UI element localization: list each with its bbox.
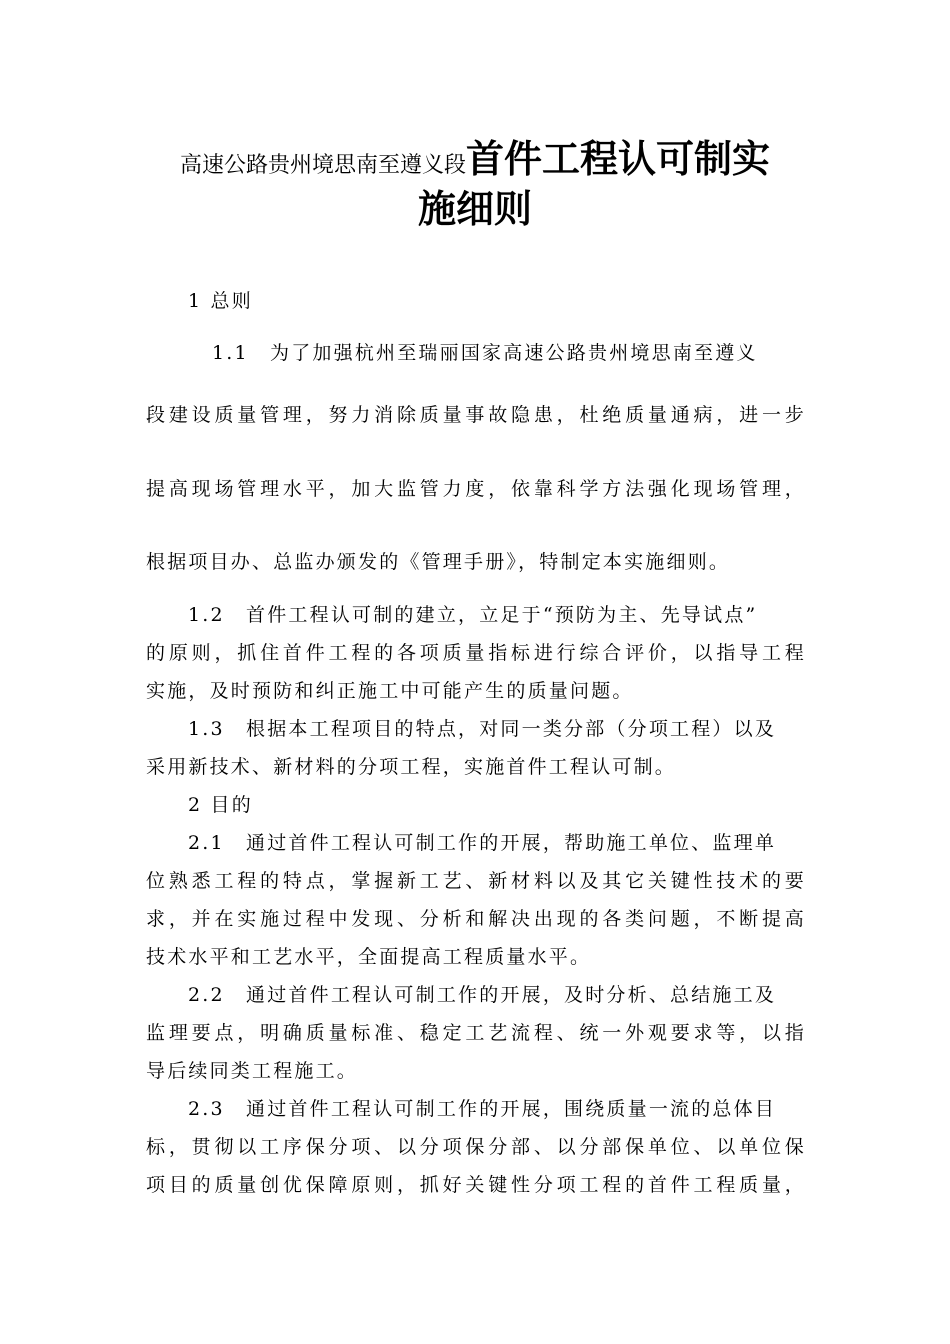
paragraph-line: 2.2 通过首件工程认可制工作的开展，及时分析、总结施工及: [188, 984, 777, 1006]
paragraph-line: 求，并在实施过程中发现、分析和解决出现的各类问题，不断提高: [146, 908, 806, 930]
paragraph-line: 导后续同类工程施工。: [146, 1060, 359, 1082]
section-heading-1: 1 总则: [188, 290, 253, 312]
paragraph-line: 采用新技术、新材料的分项工程，实施首件工程认可制。: [146, 756, 677, 778]
paragraph-line: 根据项目办、总监办颁发的《管理手册》，特制定本实施细则。: [146, 551, 731, 573]
paragraph-line: 项目的质量创优保障原则，抓好关键性分项工程的首件工程质量，: [146, 1174, 806, 1196]
paragraph-line: 监理要点，明确质量标准、稳定工艺流程、统一外观要求等，以指: [146, 1022, 806, 1044]
paragraph-line: 位熟悉工程的特点，掌握新工艺、新材料以及其它关键性技术的要: [146, 870, 806, 892]
document-title-line-1: [0, 128, 950, 183]
title-main-part-2: 施细则: [417, 187, 532, 231]
paragraph-line: 1.2 首件工程认可制的建立，立足于“预防为主、先导试点”: [188, 604, 758, 626]
section-heading-2: 2 目的: [188, 794, 253, 816]
paragraph-line: 2.3 通过首件工程认可制工作的开展，围绕质量一流的总体目: [188, 1098, 777, 1120]
paragraph-line: 标，贯彻以工序保分项、以分项保分部、以分部保单位、以单位保: [146, 1136, 806, 1158]
title-prefix: 高速公路贵州境思南至遵义段: [179, 153, 466, 178]
paragraph-line: 1.3 根据本工程项目的特点，对同一类分部（分项工程）以及: [188, 718, 777, 740]
paragraph-line: 技术水平和工艺水平，全面提高工程质量水平。: [146, 946, 592, 968]
paragraph-line: 的原则，抓住首件工程的各项质量指标进行综合评价，以指导工程: [146, 642, 806, 664]
title-main-part-1: 首件工程认可制实: [466, 137, 771, 181]
paragraph-line: 提高现场管理水平，加大监管力度，依靠科学方法强化现场管理，: [146, 478, 806, 500]
paragraph-line: 段建设质量管理，努力消除质量事故隐患，杜绝质量通病，进一步: [146, 404, 806, 426]
paragraph-line: 实施，及时预防和纠正施工中可能产生的质量问题。: [146, 680, 634, 702]
paragraph-line: 2.1 通过首件工程认可制工作的开展，帮助施工单位、监理单: [188, 832, 777, 854]
paragraph-line: 1.1 为了加强杭州至瑞丽国家高速公路贵州境思南至遵义: [212, 342, 758, 364]
